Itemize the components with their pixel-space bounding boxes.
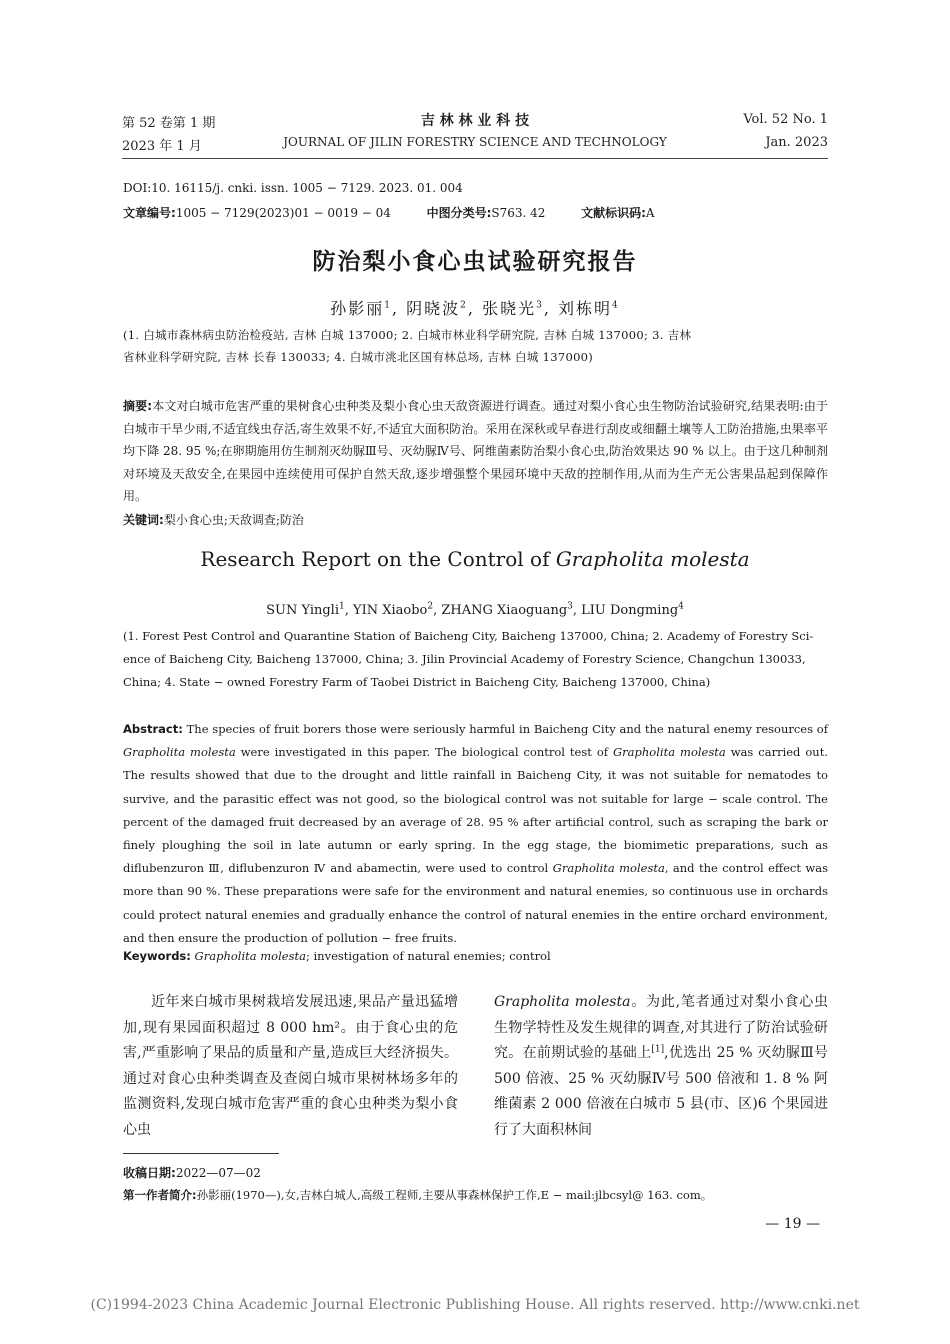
author-en: ZHANG Xiaoguang <box>441 603 568 618</box>
abstract-en-text: , and the control effect was more than 90 %. These preparations were safe for the environment and natural enemies, so continuous use in orchards could protect natural enemies and gradually enhance the control of natural enemies in the entire orchard environment, and then ensure the production of pollution − free fruits. <box>123 861 828 945</box>
keywords-en-species: Grapholita molesta <box>190 949 306 963</box>
keywords-cn <box>123 509 828 532</box>
affiliation-en-line: China; 4. State − owned Forestry Farm of Taobei District in Baicheng City, Baicheng 137000, China) <box>123 675 711 689</box>
article-meta <box>123 204 655 221</box>
abstract-en-text: were investigated in this paper. The biological control test of <box>235 745 613 760</box>
document-code: A <box>645 206 655 220</box>
author-cn: 刘栋明 <box>558 299 613 318</box>
author-cn-sup: 2 <box>460 300 468 311</box>
title-en-species: Grapholita molesta <box>555 547 750 571</box>
first-author-text: 孙影丽(1970—),女,吉林白城人,高级工程师,主要从事森林保护工作,E − mail:jlbcsyl@ 163. com。 <box>196 1188 713 1202</box>
species-name: Grapholita molesta <box>123 745 236 760</box>
keywords-en-label: Keywords: <box>123 949 191 963</box>
abstract-en-text: was carried out. The results showed that due to the drought and little rainfall in Baicheng City, it was not suitable for nematodes to survive, and the parasitic effect was not good, so the biological control was not suitable for large − scale control. The percent of the damaged fruit decreased by an average of 28. 95 % after artificial control, such as scraping the bark or finely ploughing the soil in late autumn or early spring. In the egg stage, the biomimetic preparations, such as diflubenzuron Ⅲ, diflubenzuron Ⅳ and abamectin, were used to control <box>123 745 828 876</box>
body-column-right <box>494 990 828 1150</box>
keywords-en-text: ; investigation of natural enemies; control <box>305 949 551 963</box>
header-rule <box>122 158 828 159</box>
keywords-en <box>123 945 828 968</box>
article-number: 1005 − 7129(2023)01 − 0019 − 04 <box>175 206 391 220</box>
citation-ref: [1] <box>651 1044 665 1055</box>
authors-cn: 孙影丽$^1$, 阴晓波$^2$, 张晓光$^3$, 刘栋明$^4$ <box>330 299 620 318</box>
document-code-label: 文献标识码: <box>581 206 646 220</box>
clc-label: 中图分类号: <box>426 206 492 220</box>
abstract-en-text: The species of fruit borers those were seriously harmful in Baicheng City and the natural enemy resources of <box>182 722 828 736</box>
title-en-plain: Research Report on the Control of <box>200 547 556 571</box>
abstract-en <box>123 718 828 950</box>
affiliations-en <box>123 625 828 694</box>
author-cn-sup: 4 <box>612 300 620 311</box>
doi: DOI:10. 16115/j. cnki. issn. 1005 − 7129. 2023. 01. 004 <box>123 181 463 195</box>
affiliation-en-line: ence of Baicheng City, Baicheng 137000, China; 3. Jilin Provincial Academy of Forestry Science, Changchun 130033, <box>123 652 806 666</box>
author-cn-sup: 1 <box>384 300 392 311</box>
abstract-en-label: Abstract: <box>123 722 183 736</box>
species-name: Grapholita molesta <box>613 745 726 760</box>
species-name: Grapholita molesta <box>494 994 631 1010</box>
abstract-cn-text: 本文对白城市危害严重的果树食心虫种类及梨小食心虫天敌资源进行调查。通过对梨小食心虫生物防治试验研究,结果表明:由于白城市干旱少雨,不适宜线虫存活,寄生效果不好,不适宜大面积防治。采用在深秋或早春进行刮皮或细翻土壤等人工防治措施,虫果率平均下降 28. 95 %;在卵期施用仿生制剂灭幼脲Ⅲ号、灭幼脲Ⅳ号、阿维菌素防治梨小食心虫,防治效果达 90 % 以上。由于这几种制剂对环境及天敌安全,在果园中连续使用可保护自然天敌,逐步增强整个果园环境中天敌的控制作用,从而为生产无公害果品起到保障作用。 <box>123 399 828 503</box>
author-en-sup: 2 <box>427 601 434 612</box>
journal-name-en: JOURNAL OF JILIN FORESTRY SCIENCE AND TECHNOLOGY <box>283 135 667 149</box>
authors-en: SUN Yingli$^1$, YIN Xiaobo$^2$, ZHANG Xiaoguang$^3$, LIU Dongming$^4$ <box>266 601 684 618</box>
abstract-cn-label: 摘要: <box>123 399 153 413</box>
author-en: SUN Yingli <box>266 603 339 618</box>
volume-number-en: Vol. 52 No. 1 <box>743 112 828 127</box>
issue-date-en: Jan. 2023 <box>765 135 828 150</box>
abstract-cn <box>123 395 828 508</box>
author-en-sup: 3 <box>567 601 573 612</box>
journal-name-cn: 吉 林 林 业 科 技 <box>420 113 530 129</box>
affiliation-en-line: (1. Forest Pest Control and Quarantine Station of Baicheng City, Baicheng 137000, China; 2. Academy of Forestry Sci- <box>123 629 814 643</box>
author-cn: 张晓光 <box>482 299 537 318</box>
article-number-label: 文章编号: <box>123 206 176 220</box>
affiliations-cn <box>123 324 828 368</box>
body-text: ,优选出 25 % 灭幼脲Ⅲ号 500 倍液、25 % 灭幼脲Ⅳ号 500 倍液和 1. 8 % 阿维菌素 2 000 倍液在白城市 5 县(市、区)6 个果园进行了大面积林间 <box>494 1045 828 1138</box>
author-en: YIN Xiaobo <box>353 603 428 618</box>
first-author-bio <box>123 1187 829 1203</box>
footnote-rule <box>123 1153 279 1154</box>
copyright-notice: (C)1994-2023 China Academic Journal Electronic Publishing House. All rights reserved. http://www.cnki.net <box>90 1297 860 1313</box>
received-label: 收稿日期: <box>123 1166 176 1180</box>
body-column-left: 近年来白城市果树栽培发展迅速,果品产量迅猛增加,现有果园面积超过 8 000 hm²。由于食心虫的危害,严重影响了果品的质量和产量,造成巨大经济损失。通过对食心虫种类调查及查阅白城市果树林场多年的监测资料,发现白城市危害严重的食心虫种类为梨小食心虫 <box>123 994 458 1138</box>
author-cn: 阴晓波 <box>406 299 461 318</box>
title-en <box>0 547 950 571</box>
received-value: 2022—07—02 <box>175 1166 261 1180</box>
clc-number: S763. 42 <box>491 206 546 220</box>
affiliation-line: 省林业科学研究院, 吉林 长春 130033; 4. 白城市洮北区国有林总场, 吉林 白城 137000) <box>123 350 594 364</box>
author-en: LIU Dongming <box>581 603 679 618</box>
volume-issue: 第 52 卷第 1 期 <box>122 116 216 131</box>
affiliation-line: (1. 白城市森林病虫防治检疫站, 吉林 白城 137000; 2. 白城市林业科学研究院, 吉林 白城 137000; 3. 吉林 <box>123 328 692 342</box>
first-author-label: 第一作者简介: <box>123 1188 197 1202</box>
author-en-sup: 4 <box>678 601 684 612</box>
keywords-cn-label: 关键词: <box>123 513 164 527</box>
title-cn: 防治梨小食心虫试验研究报告 <box>312 249 638 275</box>
author-cn: 孙影丽 <box>330 299 385 318</box>
body-text: 。为此,笔者通过对梨小食心虫生物学特性及发生规律的调查,对其进行了防治试验研究。在前期试验的基础上 <box>494 994 828 1061</box>
species-name: Grapholita molesta <box>552 861 665 876</box>
issue-date-cn: 2023 年 1 月 <box>122 139 202 154</box>
keywords-cn-text: 梨小食心虫;天敌调查;防治 <box>163 513 304 527</box>
author-en-sup: 1 <box>339 601 345 612</box>
page-number: — 19 — <box>765 1216 820 1232</box>
received-date <box>123 1164 261 1181</box>
author-cn-sup: 3 <box>536 300 544 311</box>
